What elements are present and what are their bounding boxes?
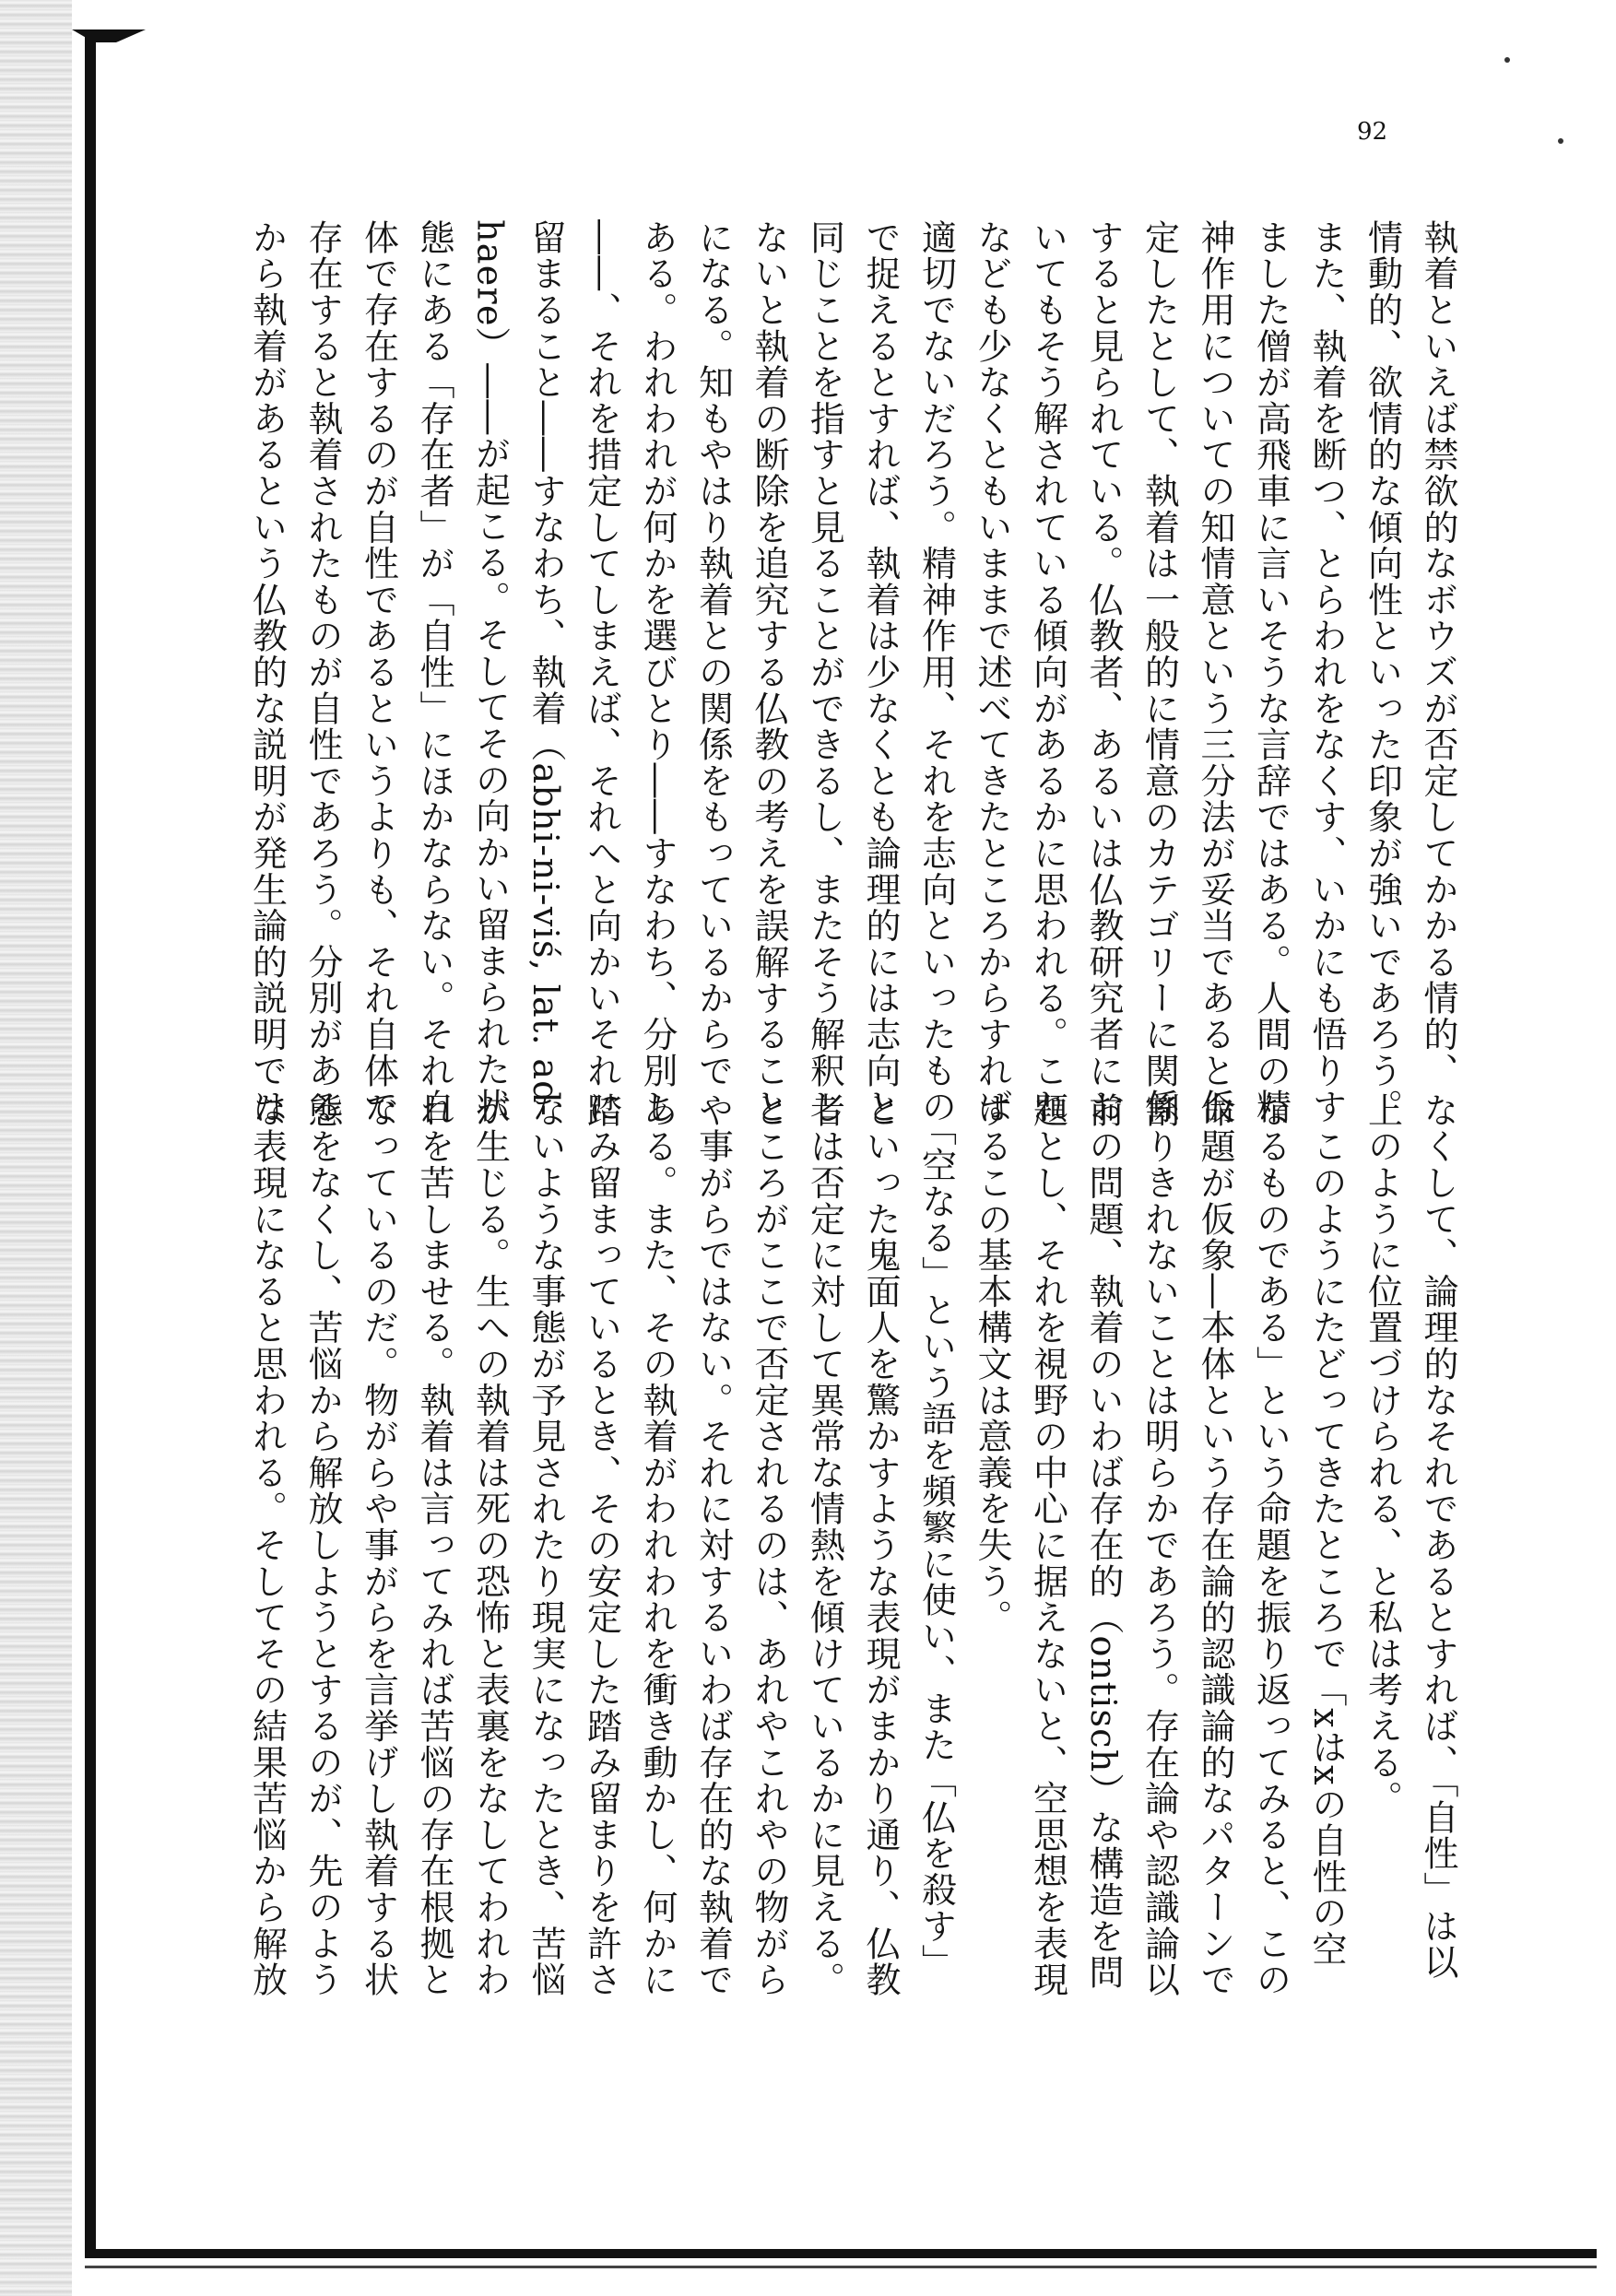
text-line: 同じことを指すと見ることができるし、またそう解釈し (804, 219, 845, 1125)
text-line: ――、それを措定してしまえば、それへと向かいそれに (581, 219, 622, 1125)
scan-binding-edge (0, 0, 72, 2296)
text-line: 態をなくし、苦悩から解放しようとするのが、先のよう (302, 1092, 343, 1998)
text-line: になる。知もやはり執着との関係をもっているからで (692, 219, 734, 1089)
text-line: から執着があるという仏教的な説明が発生論的説明では (246, 219, 288, 1125)
text-line: 留まること――すなわち、執着（abhi-ni-viś, lat. ad- (525, 219, 566, 1118)
text-line: なくして、論理的なそれであるとすれば、「自性」は以 (1418, 1092, 1458, 1981)
binding-rule (85, 35, 96, 2256)
page-number: 92 (1357, 118, 1388, 146)
text-line: ところがここで否定されるのは、あれやこれやの物がら (749, 1092, 789, 1998)
text-line: 割りきれないことは明らかであろう。存在論や認識論以 (1138, 1092, 1180, 1998)
bottom-rule (85, 2249, 1597, 2258)
bottom-rule-thin (85, 2266, 1597, 2268)
text-line: 「空なる」という語を頻繁に使い、また「仏を殺す」 (915, 1092, 957, 1981)
text-line: 適切でないだろう。精神作用、それを志向といったもの (915, 219, 957, 1125)
text-line: が生じる。生への執着は死の恐怖と表裏をなしてわれわ (469, 1092, 511, 1998)
scan-speck (1558, 138, 1563, 144)
text-line: で捉えるとすれば、執着は少なくとも論理的には志向と (860, 219, 901, 1125)
text-line: 存在すると執着されたものが自性であろう。分別がある (302, 219, 343, 1125)
upper-text-block (230, 219, 1466, 1125)
text-line: また、執着を断つ、とらわれをなくす、いかにも悟りす (1306, 219, 1347, 1125)
text-line: 態にある「存在者」が「自性」にほかならない。それ自 (414, 219, 454, 1125)
text-line: や事がらではない。それに対するいわば存在的な執着で (692, 1092, 734, 1998)
text-line: れを苦しませる。執着は言ってみれば苦悩の存在根拠と (414, 1092, 454, 1998)
scan-speck (1504, 57, 1510, 63)
text-line: すると見られている。仏教者、あるいは仏教研究者にお (1083, 219, 1124, 1125)
text-line: といった鬼面人を驚かすような表現がまかり通り、仏教 (860, 1092, 901, 1998)
binding-rule-cap (72, 29, 146, 42)
text-line: な表現になると思われる。そしてその結果苦悩から解放 (246, 1092, 288, 1998)
text-line: 踏み留まっているとき、その安定した踏み留まりを許さ (581, 1092, 622, 1998)
text-line: 上のように位置づけられる、と私は考える。 (1362, 1092, 1403, 1817)
text-line: 題とし、それを視野の中心に据えないと、空思想を表現 (1027, 1092, 1068, 1998)
text-line: いてもそう解されている傾向があるかに思われる。これ (1027, 219, 1068, 1125)
text-line: このようにたどってきたところで「xはxの自性の空 (1306, 1092, 1347, 1968)
text-line: 体で存在するのが自性であるというよりも、それ自体で (358, 219, 399, 1125)
text-line: ある。われわれが何かを選びとり――すなわち、分別し (637, 219, 678, 1125)
text-line: ました僧が高飛車に言いそうな言辞ではある。人間の精 (1250, 219, 1292, 1125)
text-line: なるものである」という命題を振り返ってみると、この (1250, 1092, 1292, 1998)
text-line: 者は否定に対して異常な情熱を傾けているかに見える。 (804, 1092, 845, 1998)
lower-text-block (246, 1092, 1466, 2023)
text-line: 定したとして、執着は一般的に情意のカテゴリーに関係 (1138, 219, 1180, 1125)
text-line: するこの基本構文は意義を失う。 (972, 1092, 1012, 1636)
text-line: 前の問題、執着のいわば存在的（ontisch）な構造を問 (1083, 1092, 1124, 1991)
text-line: haere）――が起こる。そしてその向かい留まられた状 (469, 219, 511, 1124)
text-line: なっているのだ。物がらや事がらを言挙げし執着する状 (358, 1092, 399, 1998)
text-line: ないような事態が予見されたり現実になったとき、苦悩 (525, 1092, 566, 1998)
text-line: ある。また、その執着がわれわれを衝き動かし、何かに (637, 1092, 678, 1998)
text-line: 神作用についての知情意という三分法が妥当であると仮 (1195, 219, 1235, 1125)
text-line: 命題が仮象―本体という存在論的認識論的なパターンで (1195, 1092, 1235, 1998)
text-line: 執着といえば禁欲的なボウズが否定してかかる情的、 (1418, 219, 1458, 1089)
text-line: ないと執着の断除を追究する仏教の考えを誤解すること (749, 219, 789, 1125)
text-line: なども少なくともいままで述べてきたところからすれば (972, 219, 1012, 1125)
text-line: 情動的、欲情的な傾向性といった印象が強いであろう。 (1362, 219, 1403, 1125)
